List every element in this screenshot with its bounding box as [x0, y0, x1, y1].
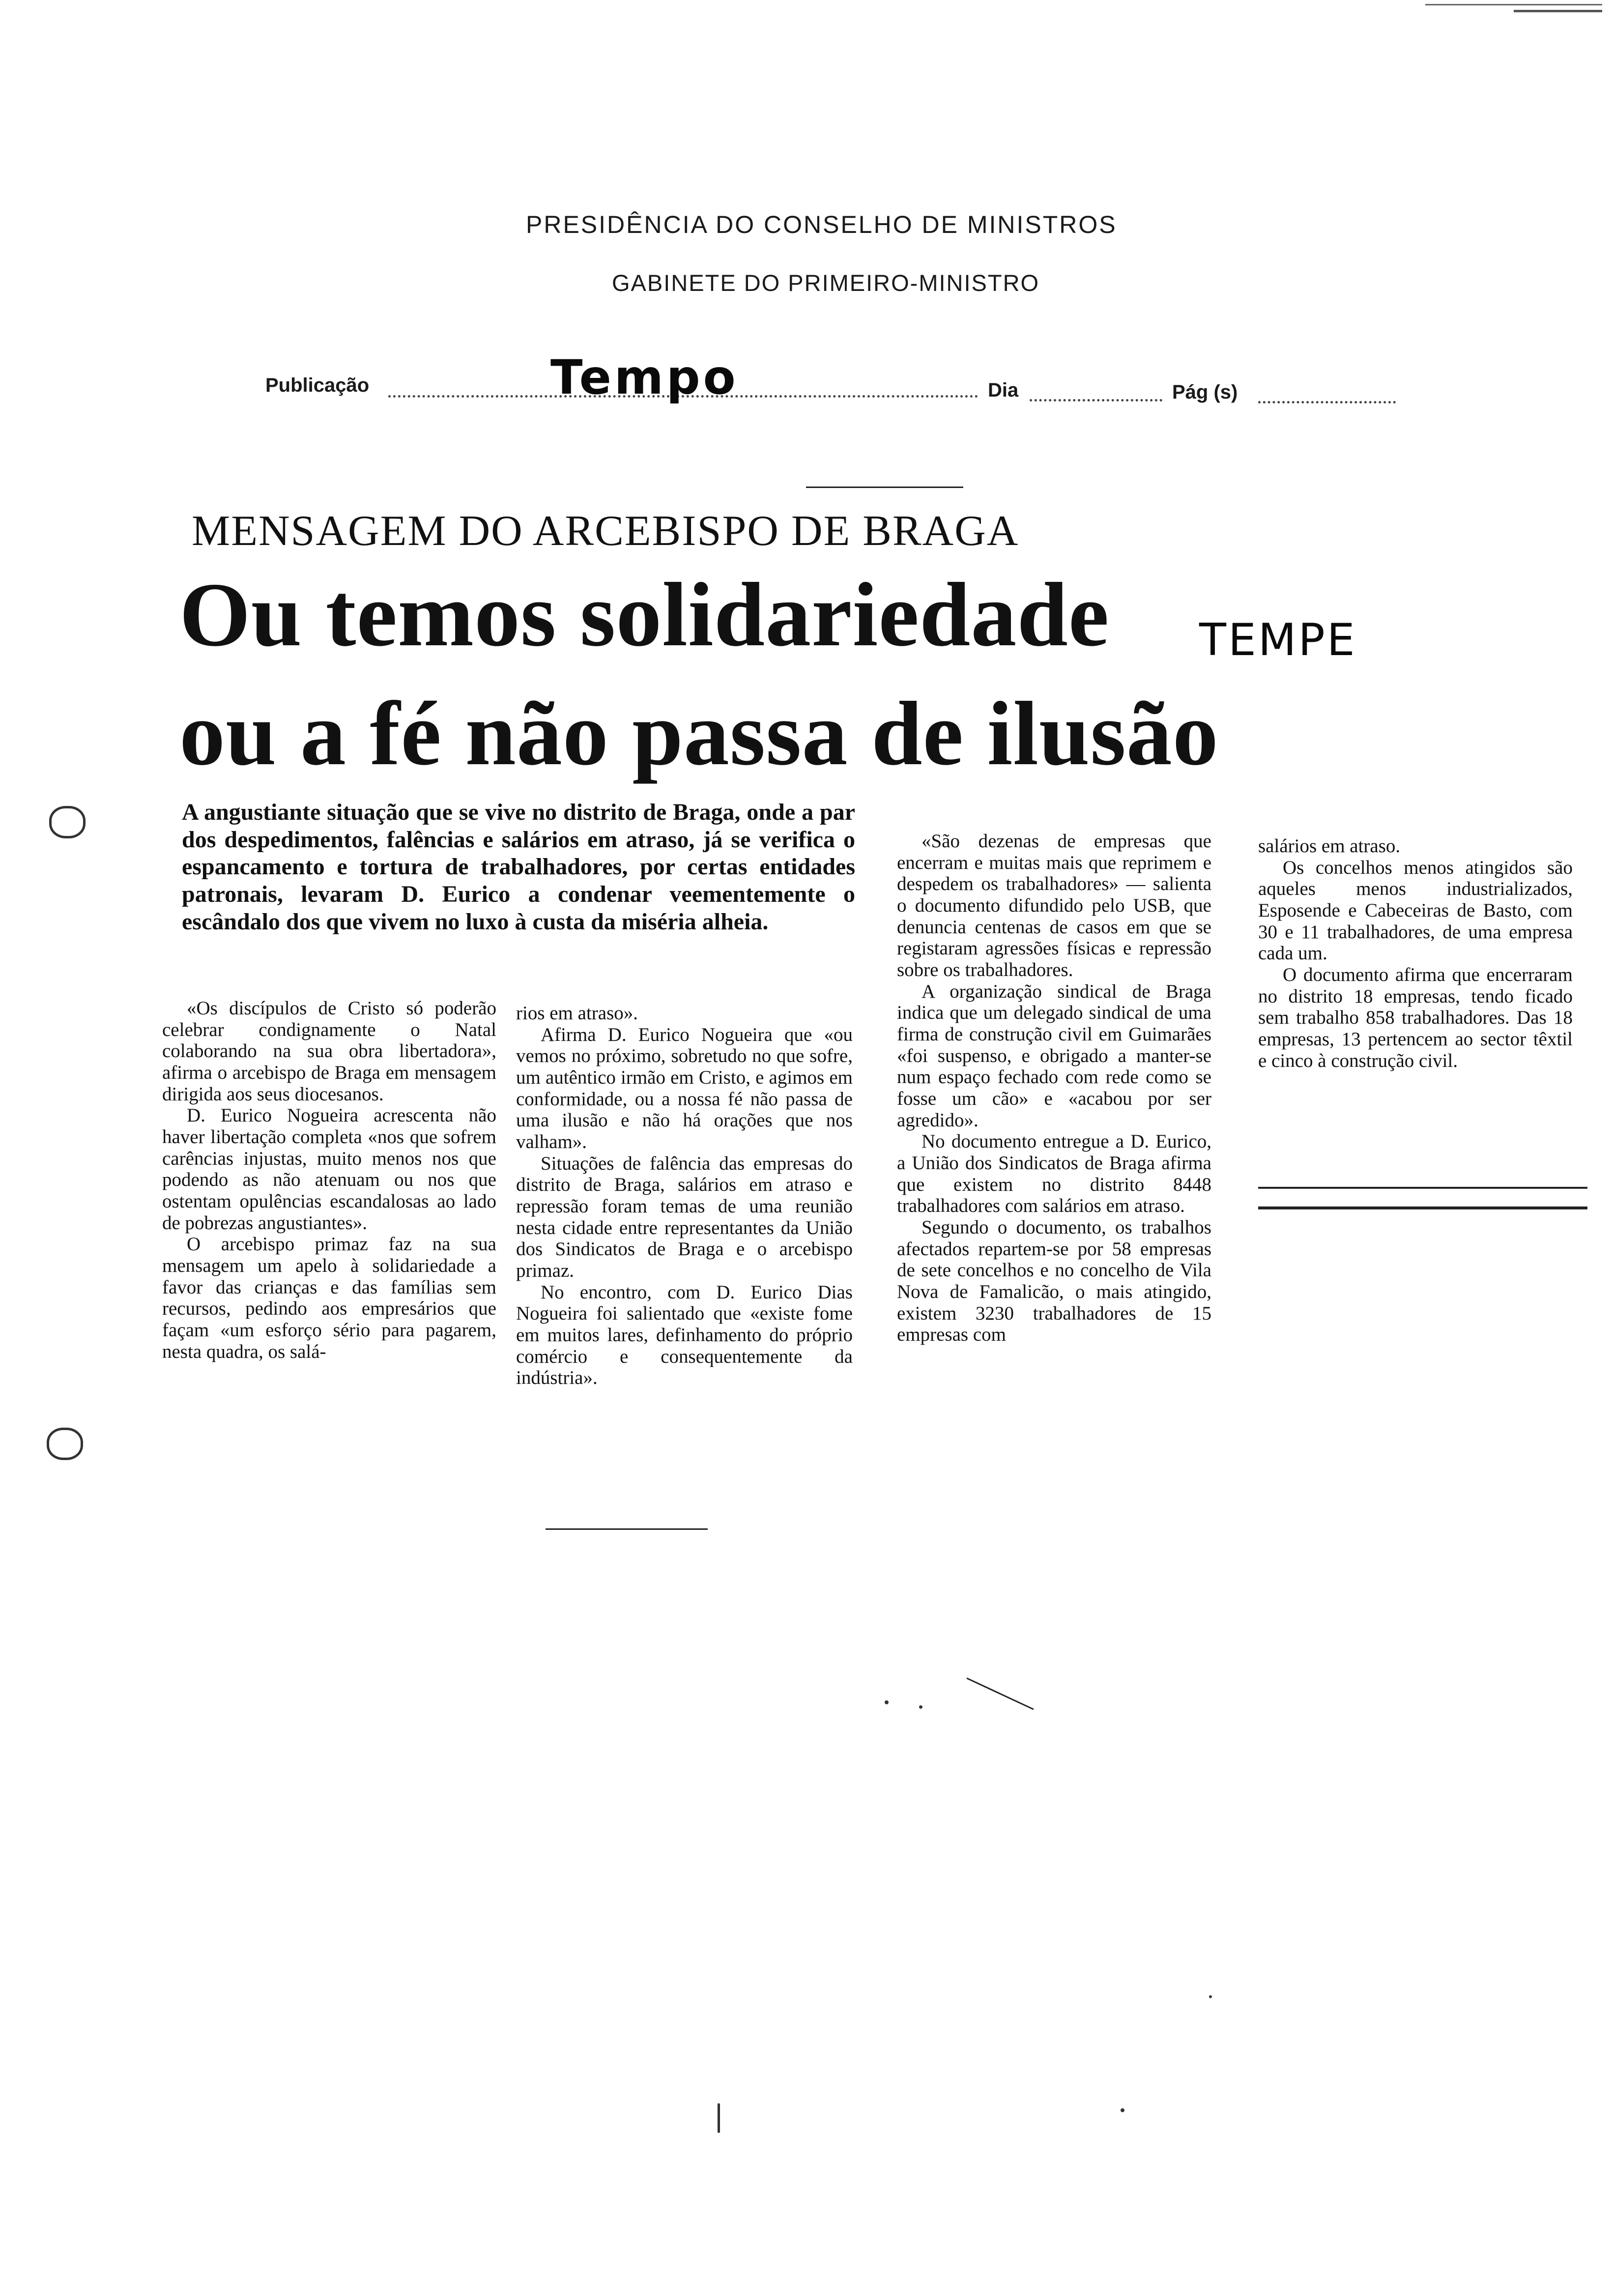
col4-paragraph-3: O documento afirma que encerraram no distrito 18 empresas, tendo ficado sem trabalho 858 trabalhadores. Das 18 empresas, 13 pertencem ao sector têxtil e cinco à construção civil.: [1258, 964, 1573, 1071]
dia-line: [1030, 399, 1162, 402]
column-2-end-rule: [546, 1528, 708, 1530]
article-column-3: [897, 831, 1211, 1346]
article-lede: A angustiante situação que se vive no distrito de Braga, onde a par dos despedimentos, falências e salários em atraso, já se verifica o espancamento e tortura de trabalhadores, por certas entidades patronais, levaram D. Eurico a condenar veementemente o escândalo dos que vivem no luxo à custa da miséria alheia.: [182, 799, 855, 935]
col2-paragraph-2: Afirma D. Eurico Nogueira que «ou vemos no próximo, sobretudo no que sofre, um autêntico irmão em Cristo, e agimos em conformidade, ou a nossa fé não passa de uma ilusão e não há orações que nos valham».: [516, 1024, 853, 1153]
publication-fields: [265, 350, 1396, 409]
scan-speck: [1209, 1995, 1212, 1998]
scan-stroke: [966, 1677, 1034, 1710]
pag-label: Pág (s): [1172, 381, 1238, 403]
col4-paragraph-2: Os concelhos menos atingidos são aqueles menos industrializados, Esposende e Cabeceiras de Basto, com 30 e 11 trabalhadores, de uma empresa cada um.: [1258, 857, 1573, 964]
punch-hole-top: [49, 806, 86, 838]
article-kicker: MENSAGEM DO ARCEBISPO DE BRAGA: [192, 507, 1019, 555]
col3-paragraph-2: A organização sindical de Braga indica que um delegado sindical de uma firma de construção civil em Guimarães «foi suspenso, e obrigado a manter-se num espaço fechado com rede como se fosse um cão» e «acabou por ser agredido».: [897, 980, 1211, 1131]
col1-paragraph-1: «Os discípulos de Cristo só poderão celebrar condignamente o Natal colaborando na sua obra libertadora», afirma o arcebispo de Braga em mensagem dirigida aos seus diocesanos.: [162, 998, 496, 1105]
headline-line-2: ou a fé não passa de ilusão: [179, 683, 1219, 784]
publicacao-label: Publicação: [265, 374, 370, 396]
punch-hole-bottom: [47, 1428, 83, 1460]
col3-paragraph-1: «São dezenas de empresas que encerram e muitas mais que reprimem e despedem os trabalhadores» — salienta o documento difundido pelo USB, que denuncia centenas de casos em que se registaram agressões físicas e repressão sobre os trabalhadores.: [897, 831, 1211, 981]
col3-paragraph-4: Segundo o documento, os trabalhos afectados repartem-se por 58 empresas de sete concelhos e no concelho de Vila Nova de Famalicão, o mais atingido, existem 3230 trabalhadores de 15 empresas com: [897, 1217, 1211, 1346]
col1-paragraph-3: O arcebispo primaz faz na sua mensagem um apelo à solidariedade a favor das crianças e das famílias sem recursos, pedindo aos empresários que façam «um esforço sério para pagarem, nesta quadra, os salá-: [162, 1234, 496, 1362]
col2-paragraph-4: No encontro, com D. Eurico Dias Nogueira foi salientado que «existe fome em muitos lares, definhamento do próprio comércio e consequentemente da indústria».: [516, 1281, 853, 1389]
article-column-1: [162, 998, 496, 1362]
scan-speck: [718, 2103, 720, 2133]
article-column-2: [516, 1003, 853, 1389]
scan-speck: [919, 1705, 922, 1709]
column-4-rule-2: [1258, 1206, 1587, 1209]
col3-paragraph-3: No documento entregue a D. Eurico, a União dos Sindicatos de Braga afirma que existem no distrito 8448 trabalhadores com salários em atraso.: [897, 1131, 1211, 1217]
column-4-rule-1: [1258, 1187, 1587, 1189]
col4-paragraph-1: salários em atraso.: [1258, 835, 1401, 857]
dia-label: Dia: [988, 379, 1019, 401]
headline-line-1: Ou temos solidariedade: [179, 564, 1110, 665]
col2-paragraph-1: rios em atraso».: [516, 1003, 638, 1024]
col2-paragraph-3: Situações de falência das empresas do distrito de Braga, salários em atraso e repressão foram temas de uma reunião nesta cidade entre representantes da União dos Sindicatos de Braga e o arcebispo primaz.: [516, 1152, 853, 1282]
pag-line: [1258, 401, 1396, 403]
publicacao-handwritten-value: Tempo: [550, 350, 739, 405]
kicker-top-rule: [806, 487, 963, 488]
scan-edge-mark-2: [1514, 10, 1602, 12]
header-ministry: PRESIDÊNCIA DO CONSELHO DE MINISTROS: [526, 211, 1117, 238]
col1-paragraph-2: D. Eurico Nogueira acrescenta não haver libertação completa «nos que sofrem carências injustas, muito menos nos que podendo as não atenuam ou nos que ostentam opulências escandalosas ao lado de pobrezas angustiantes».: [162, 1105, 496, 1234]
scan-edge-mark: [1425, 4, 1602, 5]
scan-speck: [1121, 2108, 1124, 2112]
handwritten-note: TEMPE: [1199, 614, 1357, 666]
header-cabinet: GABINETE DO PRIMEIRO-MINISTRO: [612, 270, 1040, 296]
article-column-4: [1258, 835, 1573, 1071]
scan-speck: [885, 1700, 889, 1704]
